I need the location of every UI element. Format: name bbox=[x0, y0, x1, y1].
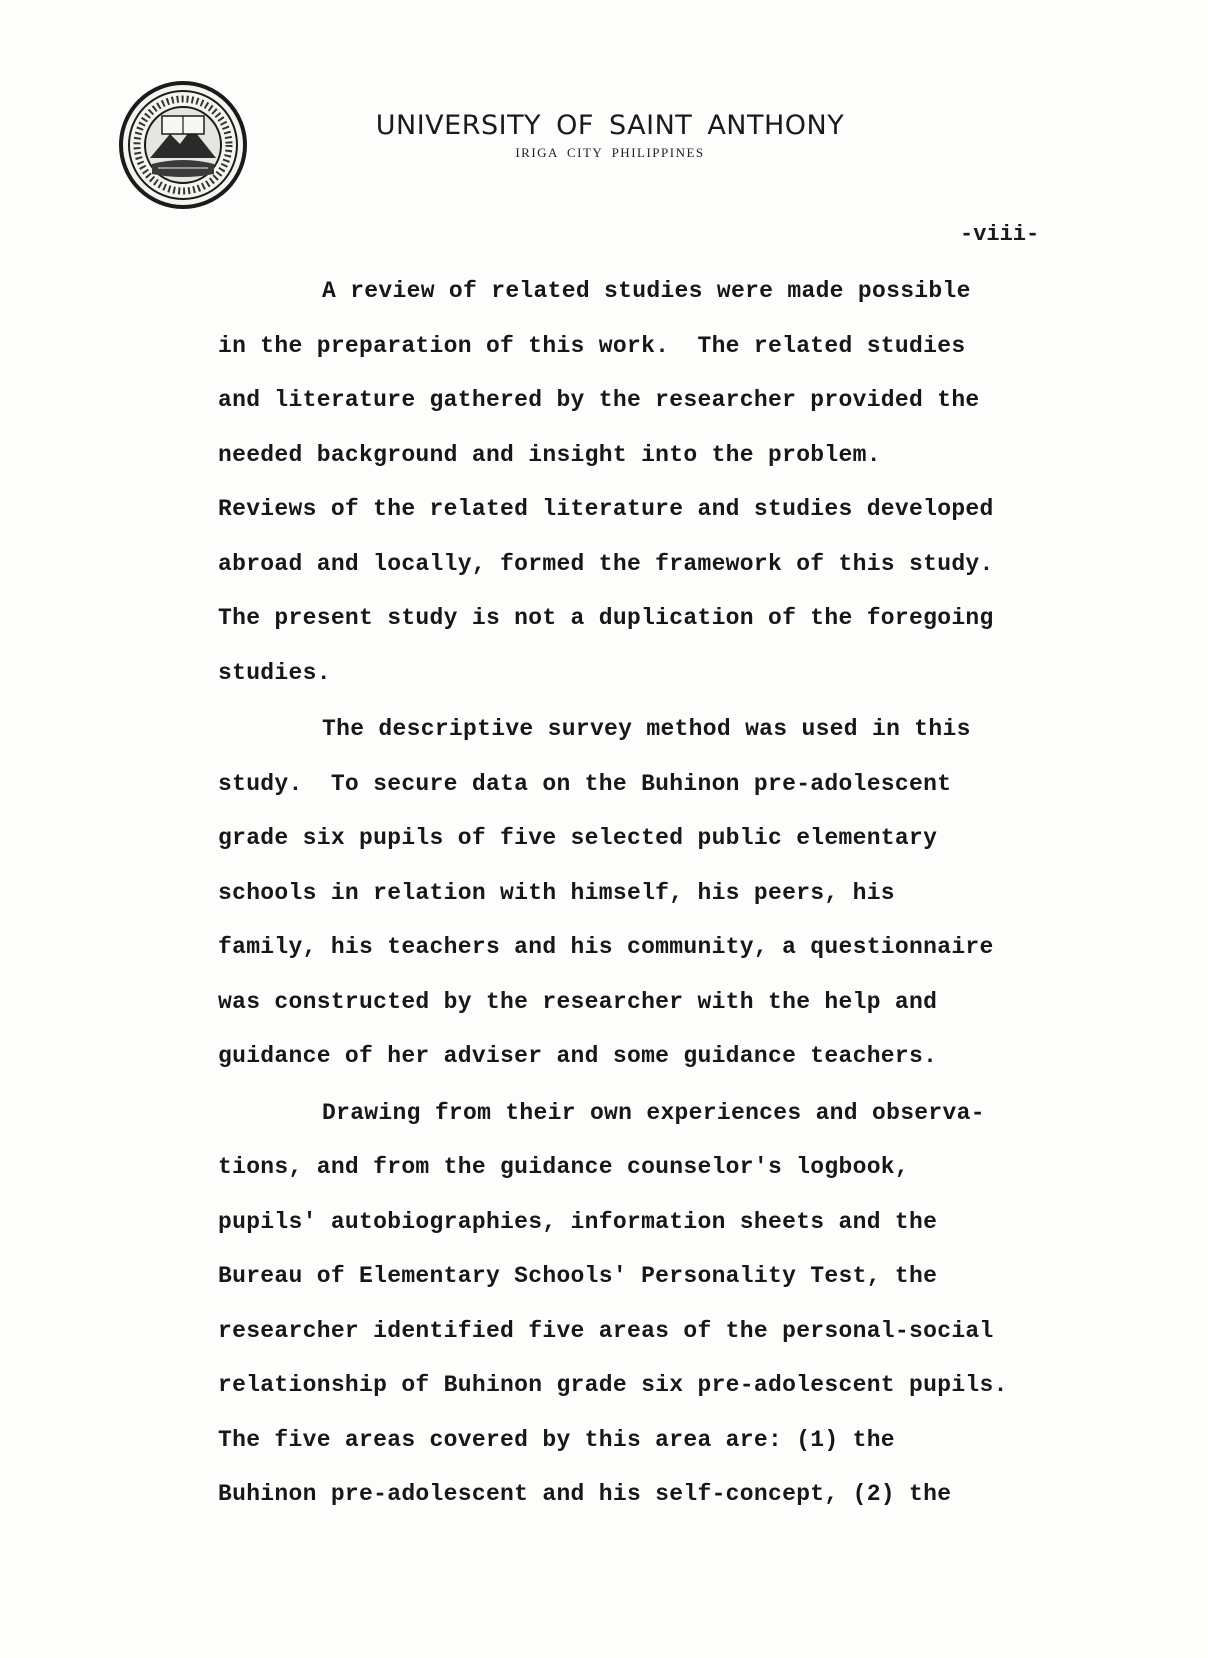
paragraph-2 bbox=[218, 702, 1178, 1084]
university-seal-icon bbox=[118, 80, 248, 210]
text-line: tions, and from the guidance counselor's logbook, bbox=[218, 1154, 910, 1180]
text-line: The five areas covered by this area are: (1) the bbox=[218, 1426, 895, 1453]
text-line: was constructed by the researcher with the help and bbox=[218, 988, 938, 1015]
text-line: family, his teachers and his community, a questionnaire bbox=[218, 934, 994, 960]
letterhead bbox=[330, 110, 890, 161]
page-number: -viii- bbox=[960, 222, 1040, 247]
university-name: UNIVERSITY OF SAINT ANTHONY bbox=[375, 110, 845, 141]
text-line: guidance of her adviser and some guidance teachers. bbox=[218, 1043, 938, 1069]
text-line: relationship of Buhinon grade six pre-adolescent pupils. bbox=[218, 1372, 1008, 1398]
body-text bbox=[218, 264, 1178, 1522]
text-line: and literature gathered by the researcher provided the bbox=[218, 387, 980, 413]
paragraph-3 bbox=[218, 1086, 1178, 1522]
text-line: schools in relation with himself, his peers, his bbox=[218, 879, 895, 906]
text-line: researcher identified five areas of the personal-social bbox=[218, 1317, 994, 1344]
text-line: Bureau of Elementary Schools' Personality Test, the bbox=[218, 1263, 938, 1289]
university-city: IRIGA CITY PHILIPPINES bbox=[515, 145, 705, 160]
text-line: Buhinon pre-adolescent and his self-concept, (2) the bbox=[218, 1481, 952, 1507]
text-line: study. To secure data on the Buhinon pre-adolescent bbox=[218, 770, 952, 797]
text-line: Drawing from their own experiences and observa- bbox=[322, 1099, 985, 1126]
text-line: studies. bbox=[218, 659, 331, 686]
text-line: needed background and insight into the problem. bbox=[218, 441, 881, 468]
text-line: in the preparation of this work. The related studies bbox=[218, 332, 966, 359]
text-line: The descriptive survey method was used in this bbox=[322, 716, 971, 742]
paragraph-1 bbox=[218, 264, 1178, 700]
text-line: abroad and locally, formed the framework of this study. bbox=[218, 550, 994, 577]
text-line: Reviews of the related literature and studies developed bbox=[218, 496, 994, 522]
text-line: The present study is not a duplication of the foregoing bbox=[218, 605, 994, 631]
text-line: grade six pupils of five selected public elementary bbox=[218, 825, 938, 851]
text-line: pupils' autobiographies, information sheets and the bbox=[218, 1208, 938, 1235]
text-line: A review of related studies were made possible bbox=[322, 278, 971, 304]
